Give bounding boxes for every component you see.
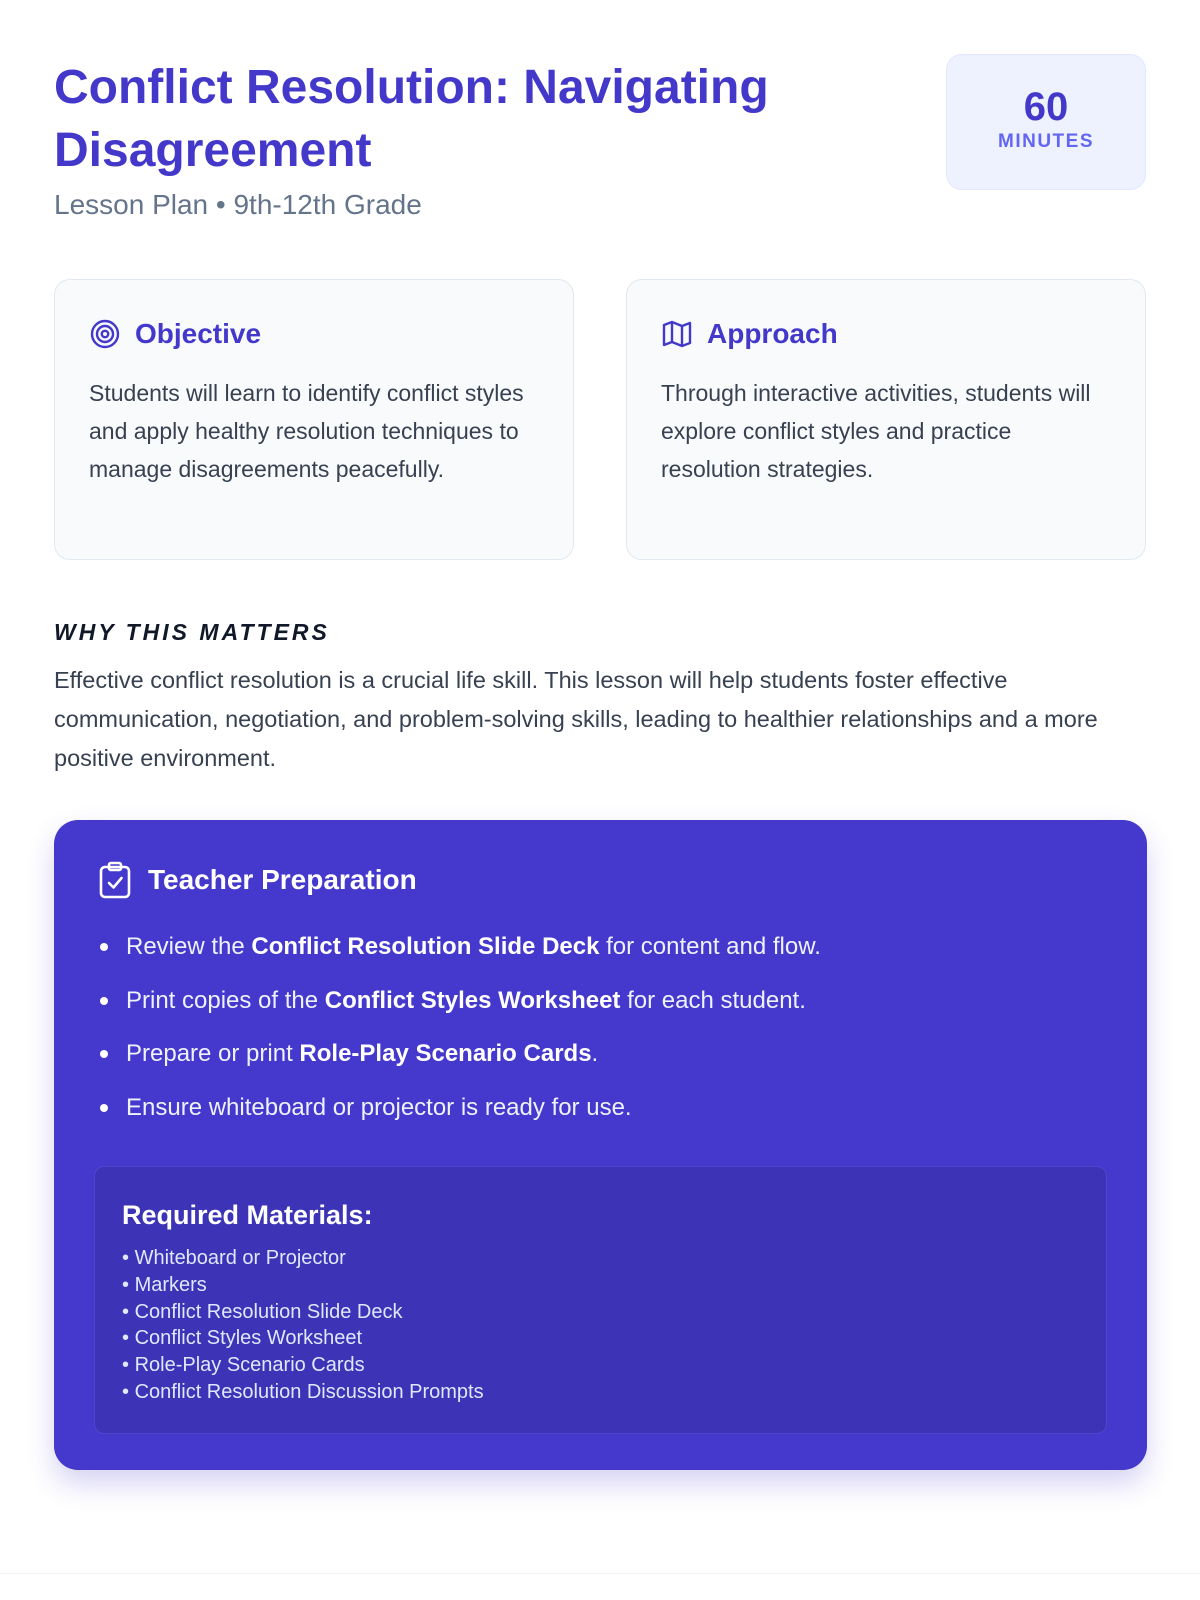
teacher-preparation-header: [94, 860, 1107, 900]
approach-card-title: Approach: [707, 318, 838, 349]
list-item: • Conflict Styles Worksheet: [122, 1325, 1079, 1352]
objective-card-header: [89, 316, 539, 352]
why-this-matters-text: Effective conflict resolution is a crucial life skill. This lesson will help students foster effective communication, negotiation, and problem-solving skills, leading to healthier relationships and a more positive environment.: [54, 667, 1098, 771]
map-icon: [661, 318, 693, 350]
required-materials-title: Required Materials:: [122, 1200, 373, 1230]
footer-divider: [0, 1573, 1200, 1574]
list-item: • Whiteboard or Projector: [122, 1245, 1079, 1272]
target-icon: [89, 318, 121, 350]
list-item: Print copies of the Conflict Styles Worksheet for each student.: [100, 974, 1107, 1028]
header: [54, 0, 1146, 250]
objective-card-title: Objective: [135, 318, 262, 349]
list-item: Prepare or print Role-Play Scenario Cards.: [100, 1027, 1107, 1081]
page-title: Conflict Resolution: Navigating Disagreement: [54, 61, 769, 177]
clipboard-check-icon: [98, 861, 132, 899]
page-subtitle: Lesson Plan • 9th-12th Grade: [54, 189, 422, 220]
duration-unit: MINUTES: [998, 131, 1094, 152]
duration-value: 60: [1023, 85, 1069, 129]
duration-badge: [946, 54, 1146, 190]
approach-card-header: [661, 316, 1111, 352]
approach-card: [626, 279, 1146, 560]
list-item: • Role-Play Scenario Cards: [122, 1352, 1079, 1379]
list-item: • Conflict Resolution Slide Deck: [122, 1299, 1079, 1326]
teacher-preparation-title: Teacher Preparation: [148, 864, 417, 895]
list-item: • Markers: [122, 1272, 1079, 1299]
teacher-preparation-panel: [54, 820, 1147, 1470]
list-item: Ensure whiteboard or projector is ready for use.: [100, 1081, 1107, 1135]
objective-card-text: Students will learn to identify conflict styles and apply healthy resolution techniques to manage disagreements peacefully.: [89, 380, 524, 482]
list-item: Review the Conflict Resolution Slide Deck for content and flow.: [100, 920, 1107, 974]
approach-card-text: Through interactive activities, students will explore conflict styles and practice resolution strategies.: [661, 380, 1091, 482]
overview-cards: [54, 279, 1146, 560]
why-this-matters-heading: WHY THIS MATTERS: [54, 619, 330, 645]
materials-list: [122, 1245, 1079, 1406]
list-item: • Conflict Resolution Discussion Prompts: [122, 1379, 1079, 1406]
required-materials-box: [94, 1166, 1107, 1434]
preparation-list: [94, 920, 1107, 1134]
objective-card: [54, 279, 574, 560]
